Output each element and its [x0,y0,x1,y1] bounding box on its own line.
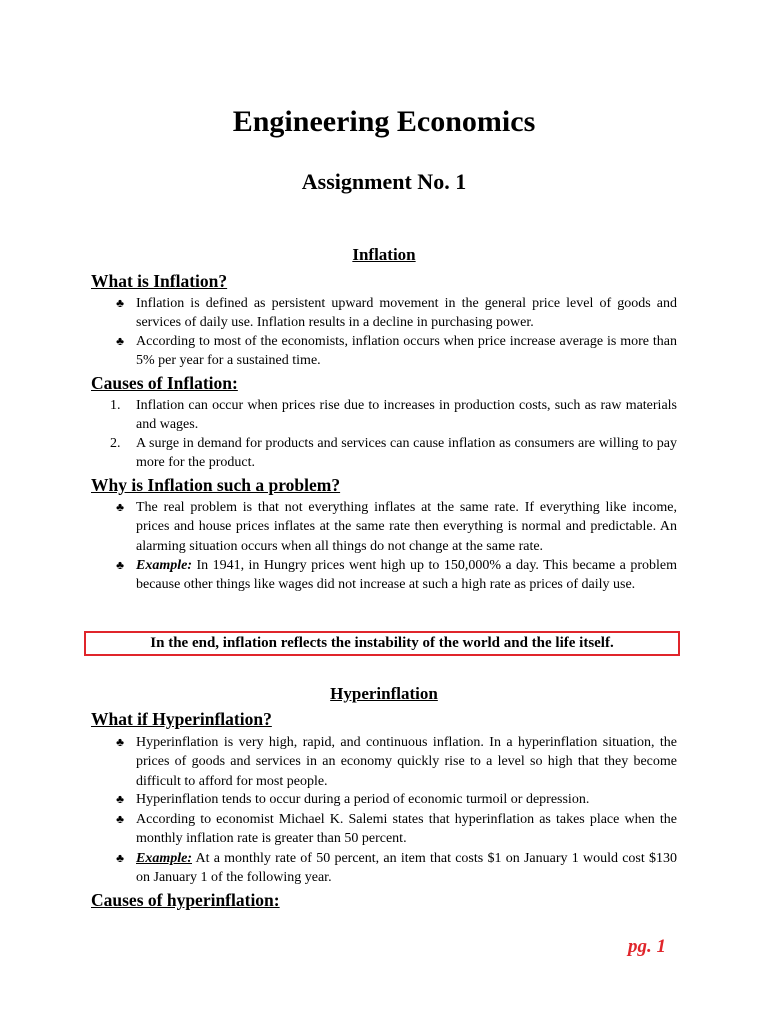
club-bullet-icon: ♣ [116,792,124,806]
club-bullet-icon: ♣ [116,812,124,826]
heading-what-is-inflation: What is Inflation? [91,271,228,291]
highlight-callout: In the end, inflation reflects the instability of the world and the life itself. [84,631,680,656]
club-bullet-icon: ♣ [116,334,124,348]
example-label: Example: [136,851,192,866]
bullet-text: Hyperinflation is very high, rapid, and continuous inflation. In a hyperinflation situation, the prices of goods and services in an economy quickly rise to a level so high that they become difficult to afford for most people. [136,735,677,789]
list-item [116,294,677,333]
heading-why-problem: Why is Inflation such a problem? [91,475,341,495]
list-item [110,434,677,473]
list-number: 2. [110,436,121,451]
example-text: At a monthly rate of 50 percent, an item that costs $1 on January 1 would cost $130 on January 1 of the following year. [136,851,677,886]
page-number: pg. 1 [628,936,666,957]
bullet-text: Hyperinflation tends to occur during a period of economic turmoil or depression. [136,792,590,807]
bullet-text: According to most of the economists, inflation occurs when price increase average is more than 5% per year for a sustained time. [136,334,677,369]
list-item [116,849,677,888]
list-item [110,396,677,435]
list-item [116,810,677,849]
example-label: Example: [136,558,192,573]
list-item [116,498,677,556]
list-item [116,556,677,595]
list-item [116,733,677,791]
example-text: In 1941, in Hungry prices went high up to 150,000% a day. This became a problem because other things like wages did not increase at such a high rate as prices of daily use. [136,558,677,593]
assignment-subtitle: Assignment No. 1 [301,169,467,194]
club-bullet-icon: ♣ [116,500,124,514]
list-text: Inflation can occur when prices rise due to increases in production costs, such as raw materials and wages. [136,398,677,433]
bullet-text: According to economist Michael K. Salemi states that hyperinflation as takes place when the monthly inflation rate is greater than 50 percent. [136,812,677,847]
club-bullet-icon: ♣ [116,851,124,865]
club-bullet-icon: ♣ [116,296,124,310]
list-item [116,332,677,371]
bullet-text: The real problem is that not everything inflates at the same rate. If everything like income, prices and house prices inflates at the same rate then everything is normal and predictable. An alarming situation occurs when all things do not change at the same rate. [136,500,677,554]
club-bullet-icon: ♣ [116,558,124,572]
section-title-hyperinflation: Hyperinflation [330,684,438,703]
list-number: 1. [110,398,121,413]
heading-what-if-hyperinflation: What if Hyperinflation? [91,709,272,729]
bullet-text: Inflation is defined as persistent upward movement in the general price level of goods and services of daily use. Inflation results in a decline in purchasing power. [136,296,677,331]
list-item [116,790,677,809]
heading-causes-of-hyperinflation: Causes of hyperinflation: [91,890,280,910]
document-title: Engineering Economics [232,105,536,138]
club-bullet-icon: ♣ [116,735,124,749]
list-text: A surge in demand for products and services can cause inflation as consumers are willing to pay more for the product. [136,436,677,471]
section-title-inflation: Inflation [352,245,416,264]
heading-causes-of-inflation: Causes of Inflation: [91,373,238,393]
